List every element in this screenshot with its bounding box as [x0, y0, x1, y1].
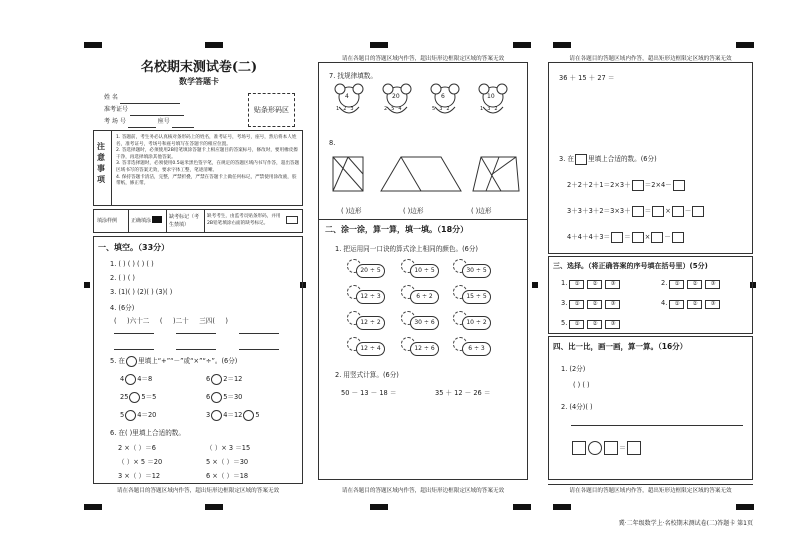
registration-mark	[84, 282, 90, 288]
notice-label: 注意事项	[97, 142, 105, 184]
flower-tag[interactable]: 12 ÷ 4	[347, 337, 385, 359]
boundary-note: 请在各题目的答题区域内作答，超出矩形边框限定区域的答案无效	[341, 488, 505, 494]
seat-label: 考 场 号	[104, 118, 126, 125]
registration-mark	[205, 42, 223, 48]
flower-tag[interactable]: 30 ÷ 6	[401, 311, 439, 333]
candidate-fields	[104, 92, 194, 128]
flower-tag[interactable]: 6 ÷ 3	[453, 337, 491, 359]
boundary-note: 请在各题目的答题区域内作答，超出矩形边框限定区域的答案无效	[569, 488, 732, 494]
seat-field[interactable]	[128, 127, 156, 128]
boundary-note: 请在各题目的答题区域内作答，超出矩形边框限定区域的答案无效	[341, 56, 505, 62]
section-3: 三、选择。（将正确答案的序号填在括号里）(5分) 1. ① ② ③ 2. ① ② ③ 3. ① ② ③ 4. ① ② ③ 5. ① ② ③	[548, 256, 753, 334]
registration-mark	[84, 504, 102, 510]
flower-tag[interactable]: 12 ÷ 6	[401, 337, 439, 359]
subtitle: 数学答题卡	[179, 77, 219, 86]
boundary-note: 请在各题目的答题区域内作答，超出矩形边框限定区域的答案无效	[569, 56, 732, 62]
seat-no-field[interactable]	[172, 127, 194, 128]
absent-mark-box[interactable]	[286, 216, 298, 224]
registration-mark	[532, 282, 538, 288]
section-1: 一、填空。（33分） 1. ( ) ( ) ( ) ( ) 2. ( ) ( ) 3. (1)( ) (2)( ) (3)( ) 4. (6分) ( )六十二 ( )二十 三四( ) 5. 在 里填上“+”“－”或“×”“÷”。(6分) 4 4＝8 6 2＝12 25 5＝5 6 5＝30 5 4＝20 3 4＝12 5 6. 在( )里填上合适的数。 2 ×（ ）＝6 （ ）× 3 ＝15 （ ）× 5 ＝20 5 ×（ ）＝30 3 ×（ ）＝12 6 ×（ ）＝18	[93, 236, 303, 484]
section-1-title: 一、填空。（33分）	[98, 243, 170, 252]
flower-pattern	[329, 83, 524, 123]
registration-mark	[513, 504, 531, 510]
flower-tag[interactable]: 10 ÷ 2	[453, 311, 491, 333]
q8-title: 8.	[329, 139, 336, 147]
name-label: 姓 名	[104, 94, 118, 101]
footer: 冀·二年级数学上·名校期末测试卷(二)答题卡 第1页	[618, 520, 753, 527]
registration-mark	[370, 42, 388, 48]
flower-tag[interactable]: 15 ÷ 5	[453, 285, 491, 307]
flower-tag[interactable]: 20 ÷ 5	[347, 259, 385, 281]
polygon-figures	[331, 155, 521, 195]
flower-tag[interactable]: 10 ÷ 5	[401, 259, 439, 281]
fill-example-box: 填涂样例 正确填涂 缺考标记（考生禁填） 缺考考生，由监考员贴条形码，并用2B铅笔填涂右面的缺考标记。	[93, 209, 303, 233]
registration-mark	[205, 504, 223, 510]
flower-tag[interactable]: 6 ÷ 2	[401, 285, 439, 307]
q7-title: 7. 找规律填数。	[329, 72, 377, 80]
section-4-title: 四、比一比，画一画，算一算。（16分）	[553, 342, 688, 351]
registration-mark	[84, 42, 102, 48]
fill-sample	[152, 216, 162, 223]
registration-mark	[513, 42, 531, 48]
page-title: 名校期末测试卷(二)	[140, 60, 258, 75]
section-4: 四、比一比，画一画，算一算。（16分） 1. (2分) ( ) ( ) 2. (4分)( ) ＝	[548, 336, 753, 480]
right-panel-top: 36 ＋ 15 ＋ 27 ＝ 3. 在 里填上合适的数。(6分) 2＋2＋2＋1＝2×3＋ ＝2×4－ 3＋3＋3＋2＝3×3＋ ＝ × － 4＋4＋4＋3＝ ＝ × －	[548, 62, 753, 254]
flower-tag[interactable]: 30 ÷ 5	[453, 259, 491, 281]
flower-tag[interactable]: 12 ÷ 3	[347, 285, 385, 307]
barcode-area: 贴条形码区	[248, 93, 295, 127]
middle-panel: 7. 找规律填数。 4 20 6 10 123 254 532 132 8. ( )边形 ( )边形 ( )边形 二、涂一涂，算一算，填一填。（18分） 1. 把运用同一口诀的算式涂上相同的颜色。(6分) 20 ÷ 5 10 ÷ 5 30 ÷ 5 12 ÷ 3 6 ÷ 2 15 ÷ 5 12 ÷ 2 30 ÷ 6 10 ÷ 2 12 ÷ 4 12 ÷ 6 6 ÷ 3 2. 用竖式计算。(6分) 50 － 13 － 18 ＝ 35 ＋ 12 － 26 ＝	[318, 62, 528, 480]
section-3-title: 三、选择。（将正确答案的序号填在括号里）(5分)	[553, 262, 708, 270]
registration-mark	[553, 42, 571, 48]
flower-tag[interactable]: 12 ÷ 2	[347, 311, 385, 333]
registration-mark	[736, 42, 754, 48]
notice-box	[93, 130, 303, 206]
seat-no-label: 座号	[157, 118, 170, 125]
registration-mark	[370, 504, 388, 510]
registration-mark	[736, 504, 754, 510]
section-2-title: 二、涂一涂，算一算，填一填。（18分）	[325, 225, 469, 234]
exam-no-label: 准考证号	[104, 106, 129, 113]
notice-items: 1. 答题前，考生务必认真核对条形码上的姓名，准考证号，考场号，座号，然后将本人姓名，准考证号，考场号和座号填写在答题卡的相应位置。 2. 答选择题时，必须使用2B铅笔填涂答题卡上相应题目的答案标号，修改时，要用橡皮擦干净，再选择填涂其他答案。 3. 答非选择题时，必须使用0.5毫米黑色签字笔，在规定的答题区域内书写作答，超出答题区域书写的答案无效，要求字体工整，笔迹清晰。 4. 保持答题卡清洁，完整，严禁折叠，严禁在答题卡上做任何标记，严禁使用涂改液，胶带纸，修正带。	[116, 135, 300, 187]
boundary-note: 请在各题目的答题区域内作答，超出矩形边框限定区域的答案无效	[116, 488, 280, 494]
shape-equation: ＝	[571, 441, 642, 455]
registration-mark	[553, 504, 571, 510]
